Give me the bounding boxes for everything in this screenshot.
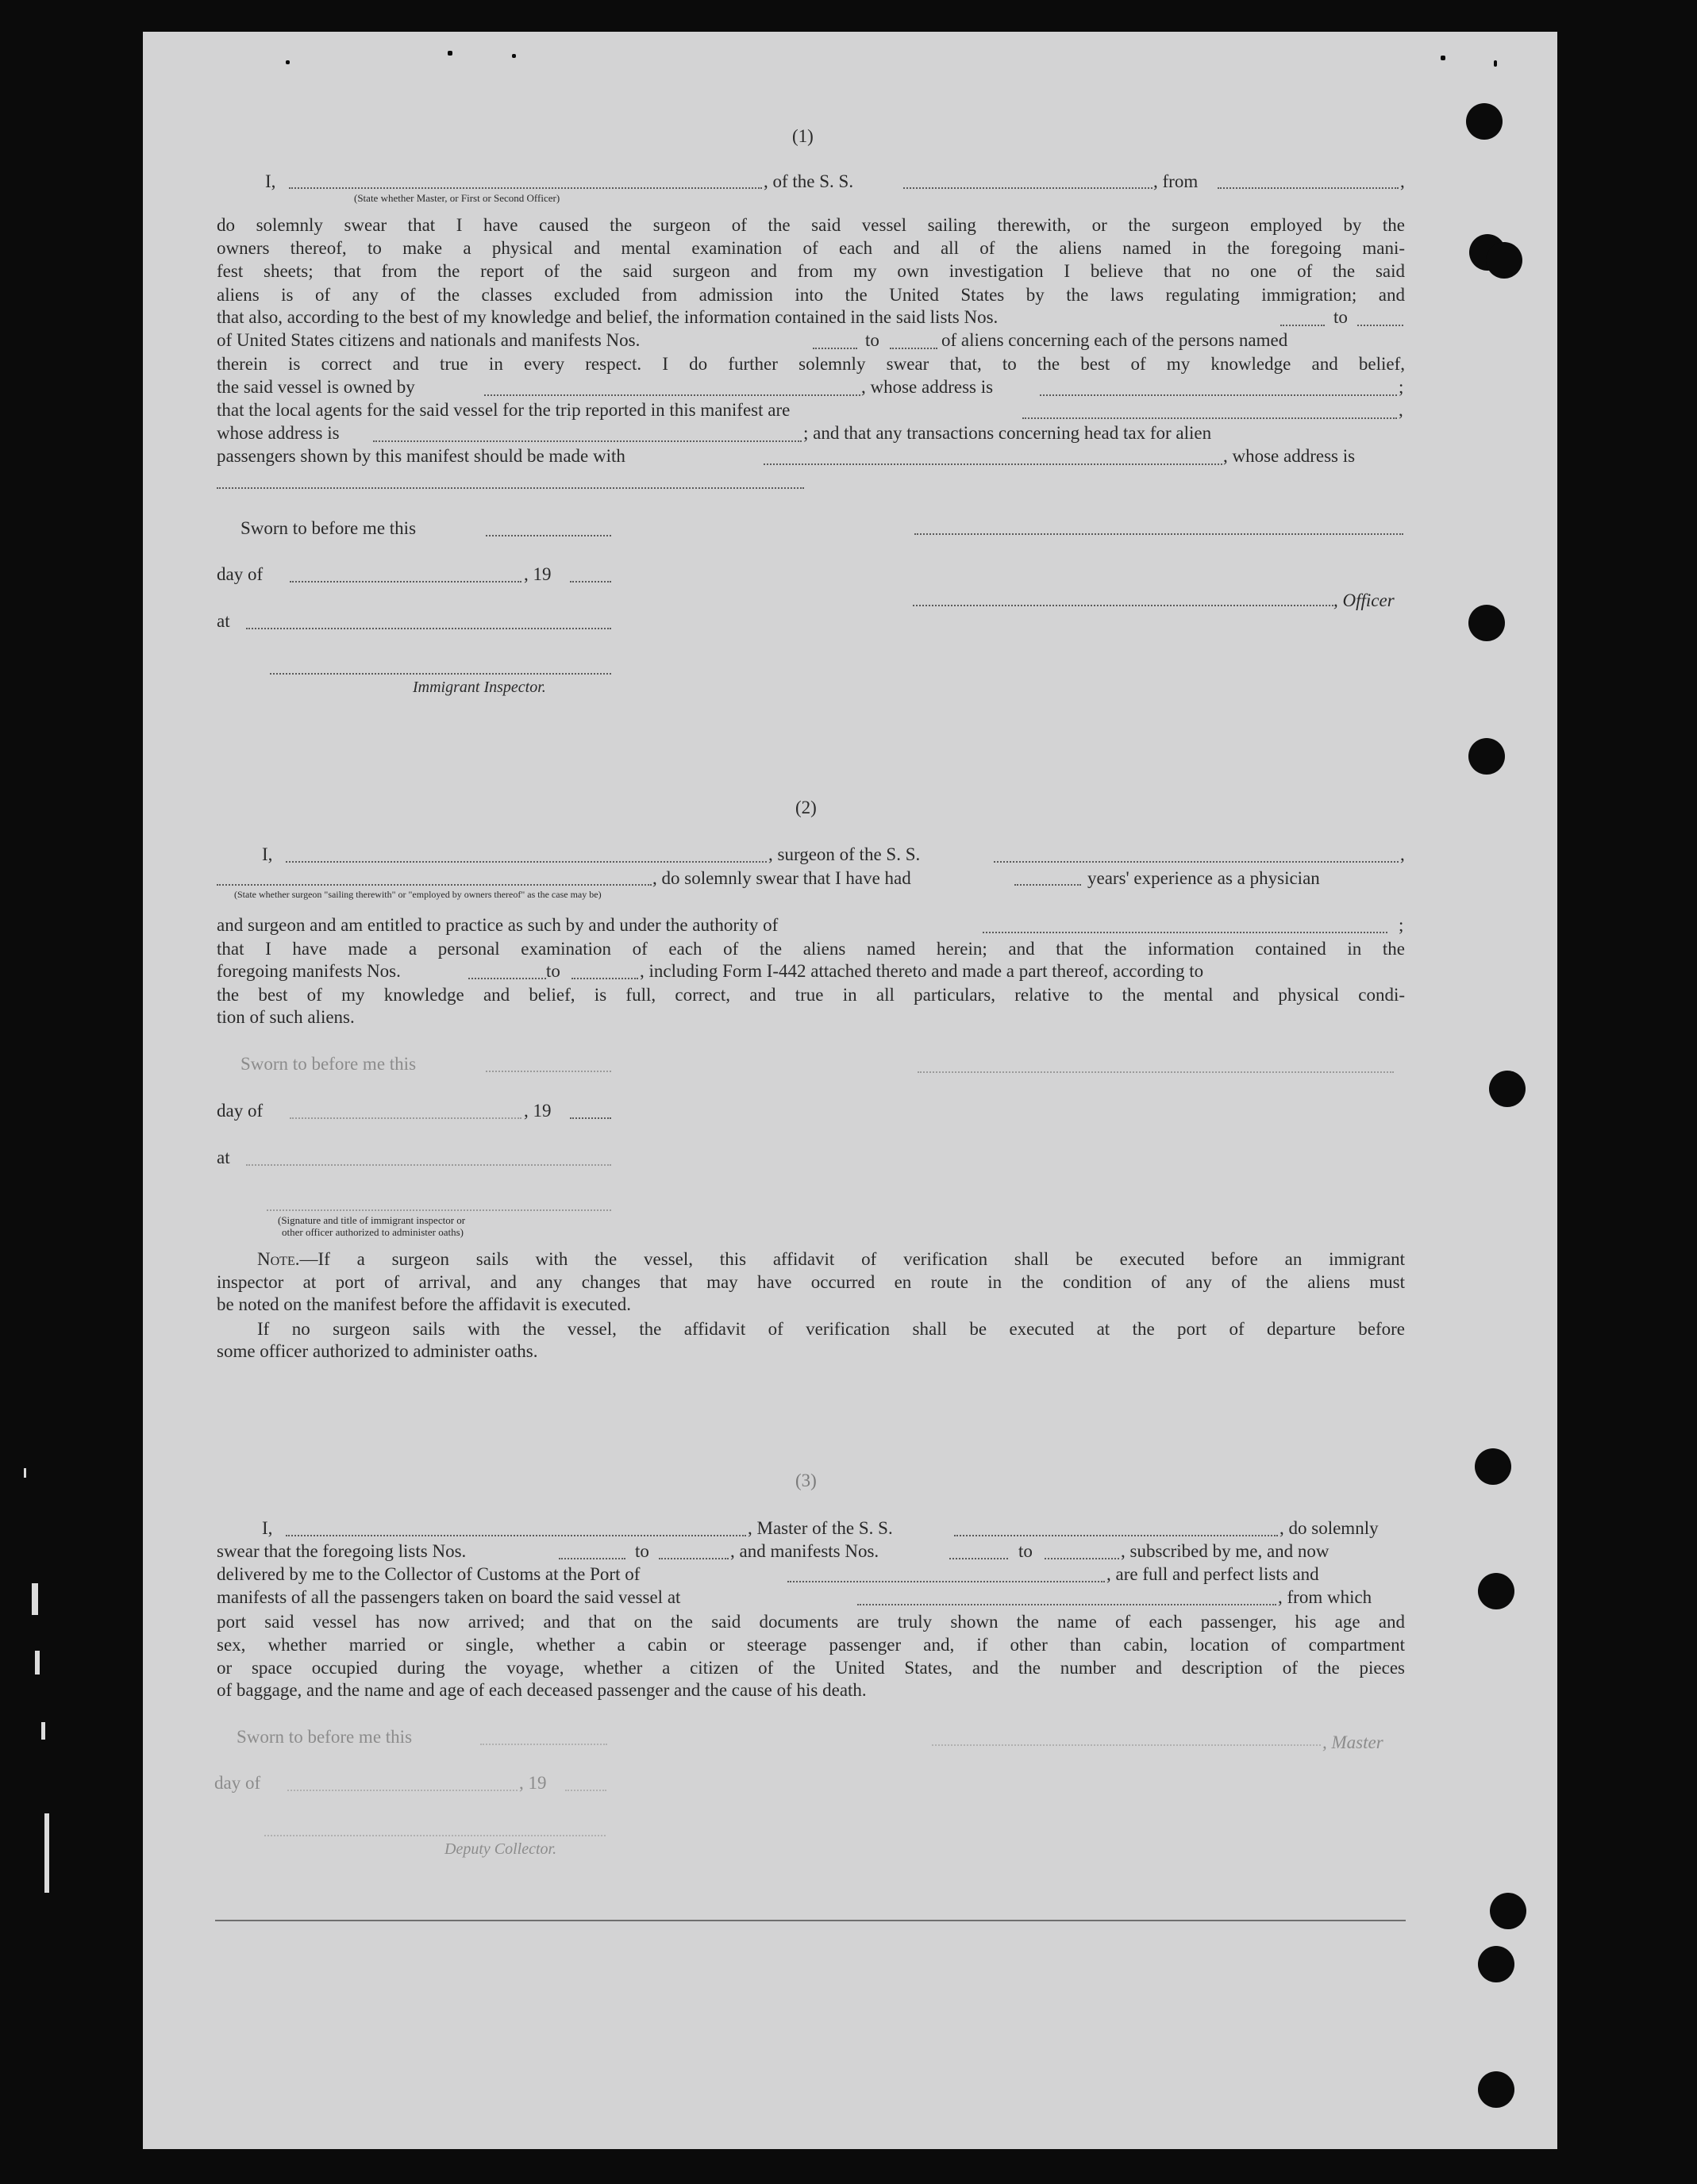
state-note: (State whether surgeon "sailing therewith" or "employed by owners thereof" as the case may be) [234, 889, 602, 900]
scan-speck [286, 60, 290, 64]
signature-note: (Signature and title of immigrant inspector or [278, 1214, 466, 1226]
section-heading: (1) [792, 126, 814, 146]
binder-hole [1478, 2071, 1514, 2108]
label-at: at [217, 611, 230, 631]
punct: , [1399, 400, 1403, 420]
label-i: I, [265, 171, 276, 191]
punct: ; [1399, 377, 1404, 397]
note-line: If no surgeon sails with the vessel, the affidavit of verification shall be executed at the port of departure before [257, 1319, 1405, 1339]
label-year: , 19 [524, 564, 552, 584]
month-field[interactable] [287, 1790, 518, 1791]
master-signature-field[interactable] [932, 1744, 1321, 1746]
scan-speck [44, 1813, 49, 1893]
label-to: to [635, 1541, 649, 1561]
label-of-ss: , of the S. S. [764, 171, 854, 191]
label-passengers: passengers shown by this manifest should be made with [217, 446, 625, 466]
head-tax-address-field[interactable] [217, 487, 804, 489]
authority-field[interactable] [983, 932, 1387, 933]
local-agents-field[interactable] [1022, 417, 1397, 419]
scan-speck [1441, 56, 1445, 60]
state-note: (State whether Master, or First or Second Officer) [354, 192, 560, 204]
note-line [257, 1248, 1405, 1271]
label-delivered: delivered by me to the Collector of Customs at the Port of [217, 1564, 641, 1584]
departure-port-field[interactable] [1218, 187, 1399, 189]
vessel-owner-field[interactable] [484, 394, 860, 396]
place-field[interactable] [246, 1164, 611, 1166]
label-sworn: Sworn to before me this [241, 1054, 417, 1074]
manifests-to-field[interactable] [890, 348, 937, 349]
label-day-of: day of [214, 1773, 261, 1793]
label-owned-by: the said vessel is owned by [217, 377, 415, 397]
punct: , [1400, 171, 1405, 191]
oath-line: , including Form I-442 attached thereto and made a part thereof, according to [640, 961, 1204, 981]
binder-hole [1490, 1893, 1526, 1929]
oath-line: aliens is of any of the classes excluded from admission into the United States by the laws regulating immigration; and [217, 285, 1405, 305]
month-field[interactable] [290, 581, 521, 583]
binder-hole [1475, 1448, 1511, 1485]
label-i: I, [262, 844, 273, 864]
punct: , [1400, 844, 1405, 864]
binder-hole [1478, 1573, 1514, 1609]
oath-line: tion of such aliens. [217, 1007, 355, 1027]
inspector-signature-field[interactable] [267, 1209, 611, 1211]
label-year: , 19 [519, 1773, 547, 1793]
label-master-of: , Master of the S. S. [748, 1518, 893, 1538]
officer-signature-line[interactable] [913, 605, 1333, 606]
label-sworn: Sworn to before me this [237, 1727, 413, 1747]
vessel-name-field[interactable] [954, 1535, 1278, 1536]
oath-line: do solemnly swear that I have caused the surgeon of the said vessel sailing therewith, or the surgeon employed by the [217, 215, 1405, 235]
sworn-date-field[interactable] [486, 1071, 611, 1072]
oath-line: , are full and perfect lists and [1106, 1564, 1319, 1584]
binder-hole [1468, 738, 1505, 775]
scan-speck [448, 51, 452, 56]
oath-line: of baggage, and the name and age of each deceased passenger and the cause of his death. [217, 1680, 867, 1700]
label-year: , 19 [524, 1101, 552, 1121]
label-whose-address: whose address is [217, 423, 340, 443]
label-years: years' experience as a physician [1087, 868, 1320, 888]
lists-to-field[interactable] [659, 1558, 729, 1559]
label-day-of: day of [217, 564, 264, 584]
label-officer: , Officer [1333, 590, 1395, 610]
agents-address-field[interactable] [373, 440, 802, 442]
manifests-from-field[interactable] [468, 978, 546, 979]
sworn-date-field[interactable] [480, 1744, 607, 1745]
master-name-field[interactable] [286, 1535, 746, 1536]
oath-line: of United States citizens and nationals and manifests Nos. [217, 330, 641, 350]
oath-line: port said vessel has now arrived; and that on the said documents are truly shown the name of each passenger, his age and [217, 1612, 1405, 1632]
lists-from-field[interactable] [559, 1558, 625, 1559]
surgeon-signature-field[interactable] [918, 1071, 1394, 1073]
oath-line: or space occupied during the voyage, whether a citizen of the United States, and the number and description of the pieces [217, 1658, 1405, 1678]
manifests-to-field[interactable] [571, 978, 638, 979]
oath-line: that also, according to the best of my knowledge and belief, the information contained in the said lists Nos. [217, 307, 999, 327]
binder-hole [1466, 103, 1503, 140]
label-to: to [546, 961, 560, 981]
signature-note: other officer authorized to administer oaths) [282, 1226, 464, 1238]
port-field[interactable] [787, 1581, 1105, 1582]
label-deputy: Deputy Collector. [444, 1840, 557, 1858]
label-do-solemnly: , do solemnly swear that I have had [652, 868, 911, 888]
scan-speck [41, 1722, 45, 1740]
officer-signature-field[interactable] [914, 533, 1403, 535]
scan-speck [512, 54, 516, 58]
label-whose-address: , whose address is [861, 377, 994, 397]
manifests-to-field[interactable] [1045, 1558, 1119, 1559]
label-foregoing: foregoing manifests Nos. [217, 961, 401, 981]
label-at: at [217, 1148, 230, 1167]
vessel-name-field[interactable] [994, 861, 1399, 863]
collector-signature-field[interactable] [264, 1835, 606, 1836]
month-field[interactable] [290, 1117, 521, 1119]
label-authority: and surgeon and am entitled to practice as such by and under the authority of [217, 915, 779, 935]
label-day-of: day of [217, 1101, 264, 1121]
oath-line: fest sheets; that from the report of the said surgeon and from my own investigation I believe that no one of the said [217, 261, 1405, 281]
oath-line: that I have made a personal examination of each of the aliens named herein; and that the information contained in the [217, 939, 1405, 959]
label-whose-address: , whose address is [1223, 446, 1356, 466]
section-heading: (3) [795, 1471, 817, 1490]
oath-line: the best of my knowledge and belief, is full, correct, and true in all particulars, relative to the mental and physical condi- [217, 985, 1405, 1005]
oath-line: , from which [1278, 1587, 1372, 1607]
sworn-date-field[interactable] [486, 535, 611, 536]
label-local-agents: that the local agents for the said vessel for the trip reported in this manifest are [217, 400, 791, 420]
label-from: , from [1153, 171, 1199, 191]
label-sworn: Sworn to before me this [241, 518, 417, 538]
inspector-signature-field[interactable] [270, 673, 611, 675]
year-field[interactable] [565, 1790, 606, 1791]
oath-line: therein is correct and true in every respect. I do further solemnly swear that, to the best of my knowledge and belief, [217, 354, 1405, 374]
vessel-name-field[interactable] [903, 187, 1152, 189]
scan-speck [35, 1651, 40, 1675]
oath-line: sex, whether married or single, whether a cabin or steerage passenger and, if other than cabin, location of compartment [217, 1635, 1405, 1655]
surgeon-name-field[interactable] [286, 861, 767, 863]
oath-line: , subscribed by me, and now [1121, 1541, 1330, 1561]
label-i: I, [262, 1518, 273, 1538]
scan-speck [32, 1583, 38, 1615]
note-line: inspector at port of arrival, and any changes that may have occurred en route in the condition of any of the aliens must [217, 1272, 1405, 1292]
oath-line: owners thereof, to make a physical and mental examination of each and all of the aliens named in the foregoing mani- [217, 238, 1405, 258]
binder-hole [1468, 605, 1505, 641]
embark-port-field[interactable] [857, 1604, 1276, 1605]
lists-from-field[interactable] [1280, 325, 1325, 326]
label-to: to [865, 330, 879, 350]
note-text: —If a surgeon sails with the vessel, this affidavit of verification shall be executed before an immigrant [299, 1249, 1405, 1269]
label-do-solemnly: , do solemnly [1279, 1518, 1379, 1538]
manifests-from-field[interactable] [949, 1558, 1008, 1559]
section-heading: (2) [795, 798, 817, 817]
binder-hole [1478, 1946, 1514, 1982]
manifests-from-field[interactable] [813, 348, 857, 349]
officer-rank-field[interactable] [289, 187, 762, 189]
scan-speck [24, 1468, 26, 1478]
surgeon-status-field[interactable] [217, 884, 652, 886]
owner-address-field[interactable] [1040, 394, 1397, 396]
year-field[interactable] [570, 1117, 611, 1119]
label-master: , Master [1322, 1732, 1383, 1752]
head-tax-contact-field[interactable] [764, 463, 1222, 465]
label-to: to [1333, 307, 1348, 327]
binder-hole [1489, 1071, 1526, 1107]
label-manifests: , and manifests Nos. [730, 1541, 879, 1561]
punct: ; [1399, 915, 1404, 935]
scan-speck [1494, 60, 1497, 67]
lists-to-field[interactable] [1357, 325, 1403, 326]
label-swear: swear that the foregoing lists Nos. [217, 1541, 467, 1561]
years-field[interactable] [1014, 884, 1081, 886]
note-line: some officer authorized to administer oaths. [217, 1341, 538, 1361]
note-label: Note. [257, 1249, 300, 1269]
year-field[interactable] [570, 581, 611, 583]
label-to: to [1018, 1541, 1033, 1561]
note-line: be noted on the manifest before the affidavit is executed. [217, 1294, 631, 1314]
binder-hole [1486, 242, 1522, 279]
label-manifests-all: manifests of all the passengers taken on board the said vessel at [217, 1587, 681, 1607]
oath-line: of aliens concerning each of the persons named [941, 330, 1288, 350]
oath-line: ; and that any transactions concerning head tax for alien [803, 423, 1212, 443]
label-surgeon-of: , surgeon of the S. S. [768, 844, 921, 864]
label-inspector: Immigrant Inspector. [413, 679, 546, 696]
divider [215, 1920, 1406, 1921]
place-field[interactable] [246, 628, 611, 629]
